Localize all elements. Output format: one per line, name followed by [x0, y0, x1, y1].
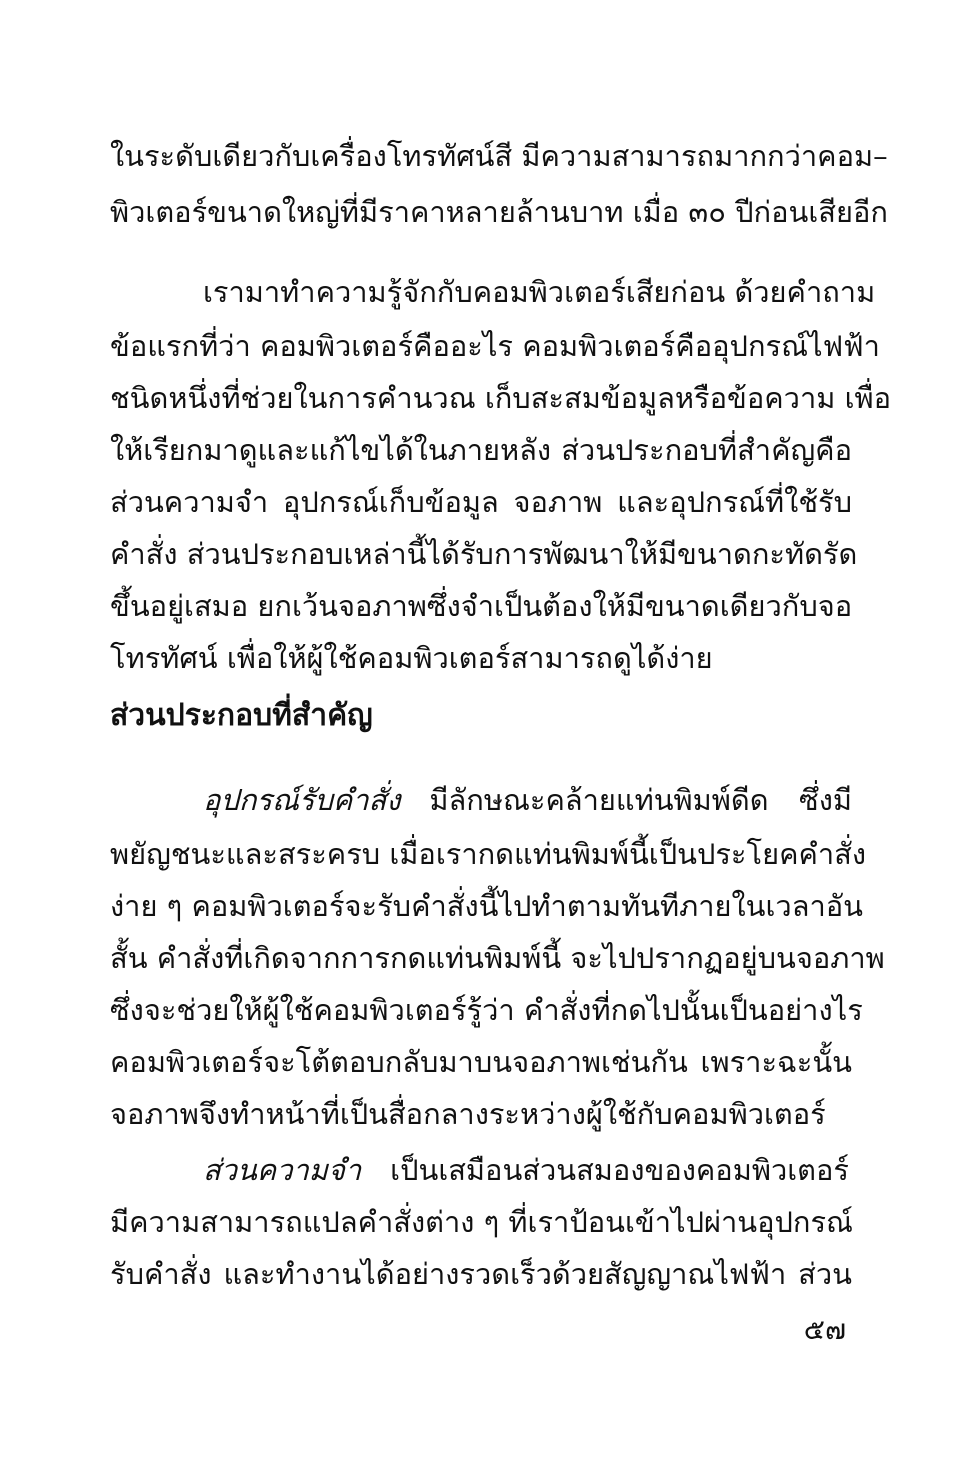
paragraph-3-line-5: ซึ่งจะช่วยให้ผู้ใช้คอมพิวเตอร์รู้ว่า คำสั่งที่กดไปนั้นเป็นอย่างไร [110, 993, 863, 1027]
paragraph-2-line-2: ข้อแรกที่ว่า คอมพิวเตอร์คืออะไร คอมพิวเตอร์คืออุปกรณ์ไฟฟ้า [110, 329, 880, 363]
paragraph-3-first-line-text: มีลักษณะคล้ายแท่นพิมพ์ดีด ซึ่งมี [429, 783, 852, 817]
paragraph-2-line-7: ขึ้นอยู่เสมอ ยกเว้นจอภาพซึ่งจำเป็นต้องให้มีขนาดเดียวกับจอ [110, 589, 853, 623]
paragraph-1-line-1: ในระดับเดียวกับเครื่องโทรทัศน์สี มีความสามารถมากกว่าคอม– [110, 139, 888, 173]
page-number: ๕๗ [803, 1313, 846, 1346]
paragraph-4-first-line-text: เป็นเสมือนส่วนสมองของคอมพิวเตอร์ [390, 1153, 849, 1187]
paragraph-2-line-4: ให้เรียกมาดูและแก้ไขได้ในภายหลัง ส่วนประกอบที่สำคัญคือ [110, 433, 852, 467]
paragraph-4-line-1 [203, 1146, 852, 1194]
paragraph-2-line-6: คำสั่ง ส่วนประกอบเหล่านี้ได้รับการพัฒนาให้มีขนาดกะทัดรัด [110, 537, 858, 571]
paragraph-3-line-2: พยัญชนะและสระครบ เมื่อเรากดแท่นพิมพ์นี้เป็นประโยคคำสั่ง [110, 837, 867, 871]
section-heading: ส่วนประกอบที่สำคัญ [110, 698, 373, 733]
paragraph-4-line-3: รับคำสั่ง และทำงานได้อย่างรวดเร็วด้วยสัญญาณไฟฟ้า ส่วน [110, 1257, 852, 1291]
term-input-device: อุปกรณ์รับคำสั่ง [203, 783, 401, 817]
paragraph-4-line-2: มีความสามารถแปลคำสั่งต่าง ๆ ที่เราป้อนเข้าไปผ่านอุปกรณ์ [110, 1205, 853, 1239]
paragraph-3-line-4: สั้น คำสั่งที่เกิดจากการกดแท่นพิมพ์นี้ จะไปปรากฏอยู่บนจอภาพ [110, 941, 885, 975]
paragraph-3-line-7: จอภาพจึงทำหน้าที่เป็นสื่อกลางระหว่างผู้ใช้กับคอมพิวเตอร์ [110, 1097, 826, 1131]
paragraph-2-line-8: โทรทัศน์ เพื่อให้ผู้ใช้คอมพิวเตอร์สามารถดูได้ง่าย [110, 641, 713, 675]
paragraph-2-line-3: ชนิดหนึ่งที่ช่วยในการคำนวณ เก็บสะสมข้อมูลหรือข้อความ เพื่อ [110, 381, 892, 415]
paragraph-2-line-5: ส่วนความจำ อุปกรณ์เก็บข้อมูล จอภาพ และอุปกรณ์ที่ใช้รับ [110, 485, 852, 519]
paragraph-3-line-3: ง่าย ๆ คอมพิวเตอร์จะรับคำสั่งนี้ไปทำตามทันทีภายในเวลาอัน [110, 889, 863, 923]
paragraph-1-line-2: พิวเตอร์ขนาดใหญ่ที่มีราคาหลายล้านบาท เมื่อ ๓๐ ปีก่อนเสียอีก [110, 195, 888, 229]
paragraph-3-line-6: คอมพิวเตอร์จะโต้ตอบกลับมาบนจอภาพเช่นกัน เพราะฉะนั้น [110, 1045, 852, 1079]
paragraph-2-line-1: เรามาทำความรู้จักกับคอมพิวเตอร์เสียก่อน ด้วยคำถาม [203, 275, 876, 309]
term-memory: ส่วนความจำ [203, 1153, 362, 1187]
paragraph-3-line-1 [203, 776, 852, 824]
